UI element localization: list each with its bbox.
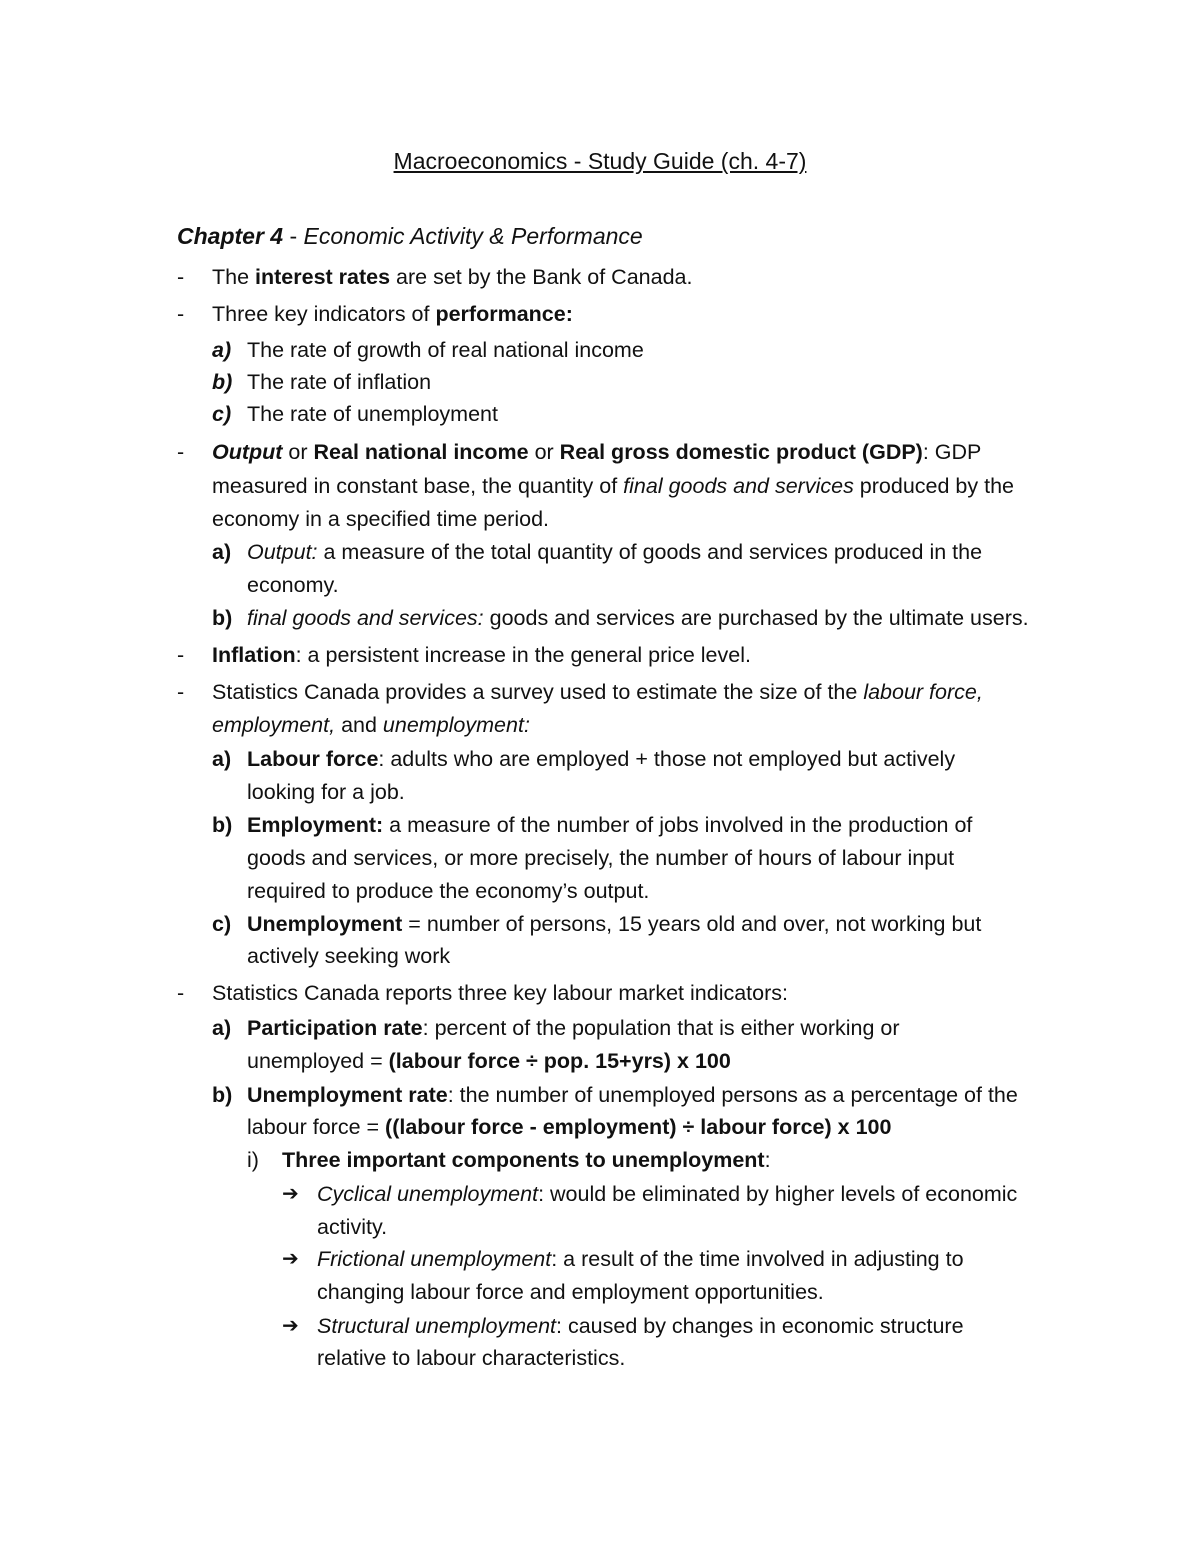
text-run: : percent of the population that is either working or: [422, 1016, 900, 1040]
bullet-interest-rates: [212, 261, 692, 293]
bullet-dash: -: [177, 302, 185, 326]
text-run: are set by the Bank of Canada.: [390, 265, 693, 289]
final-goods-def: [247, 602, 1029, 634]
output-def-line2: economy.: [247, 573, 339, 597]
term-structural: Structural unemployment: [317, 1314, 556, 1338]
term-employment: employment,: [212, 713, 336, 737]
list-marker-c: [212, 908, 231, 940]
participation-rate-line2: [247, 1045, 731, 1077]
marker-text: a): [212, 1016, 232, 1040]
term-components: Three important components to unemployment: [282, 1148, 765, 1172]
marker-text: b): [212, 1083, 233, 1107]
cyclical-line1: [317, 1178, 1017, 1210]
term-frictional: Frictional unemployment: [317, 1247, 552, 1271]
chapter-name: Economic Activity & Performance: [303, 223, 643, 249]
marker-text: a): [212, 338, 232, 362]
cyclical-line2: activity.: [317, 1215, 388, 1239]
indicator-unemployment: The rate of unemployment: [247, 402, 498, 426]
unemployment-formula: ((labour force - employment) ÷ labour force) x 100: [385, 1115, 892, 1139]
text-run: : a persistent increase in the general price level.: [295, 643, 751, 667]
text-run: : the number of unemployed persons as a percentage of the: [447, 1083, 1018, 1107]
text-run: measured in constant base, the quantity of: [212, 474, 624, 498]
text-run: : would be eliminated by higher levels of economic: [538, 1182, 1018, 1206]
list-marker-a: [212, 1012, 231, 1044]
term-participation-rate: Participation rate: [247, 1016, 423, 1040]
list-marker-a: [212, 743, 231, 775]
employment-def-line1: [247, 809, 972, 841]
marker-text: b): [212, 813, 233, 837]
labour-force-def-line1: [247, 743, 955, 775]
chapter-separator: -: [283, 223, 304, 249]
text-run: The: [212, 265, 256, 289]
bullet-dash: -: [177, 643, 185, 667]
text-run: produced by the: [853, 474, 1014, 498]
unemployment-rate-line1: [247, 1079, 1018, 1111]
text-run: or: [528, 440, 560, 464]
bullet-survey-line1: [212, 676, 983, 708]
text-run: : adults who are employed + those not employed but actively: [378, 747, 956, 771]
text-run: goods and services are purchased by the ultimate users.: [483, 606, 1029, 630]
indicator-growth: The rate of growth of real national income: [247, 338, 644, 362]
term-output: Output: [212, 440, 283, 464]
term-unemployment: Unemployment: [247, 912, 403, 936]
term-final-goods: final goods and services: [623, 474, 854, 498]
bullet-labour-indicators: Statistics Canada reports three key labour market indicators:: [212, 981, 788, 1005]
labour-force-def-line2: looking for a job.: [247, 780, 405, 804]
term-labour-force: Labour force: [247, 747, 379, 771]
marker-text: b): [212, 370, 233, 394]
term-real-national-income: Real national income: [313, 440, 529, 464]
text-run: : caused by changes in economic structure: [556, 1314, 964, 1338]
employment-def-line2: goods and services, or more precisely, the number of hours of labour input: [247, 846, 955, 870]
text-run: : a result of the time involved in adjusting to: [551, 1247, 964, 1271]
bullet-output-line3: economy in a specified time period.: [212, 507, 550, 531]
bullet-dash: -: [177, 265, 185, 289]
term-final-goods: final goods and services:: [247, 606, 484, 630]
bullet-dash: -: [177, 440, 185, 464]
components-heading: [282, 1144, 771, 1176]
list-marker-c: [212, 398, 231, 430]
bullet-survey-line2: [212, 709, 530, 741]
term-cyclical: Cyclical unemployment: [317, 1182, 539, 1206]
text-run: unemployed =: [247, 1049, 389, 1073]
text-run: a measure of the number of jobs involved in the production of: [383, 813, 973, 837]
term-employment: Employment:: [247, 813, 384, 837]
unemployment-def-line2: actively seeking work: [247, 944, 451, 968]
term-inflation: Inflation: [212, 643, 296, 667]
marker-text: a): [212, 747, 232, 771]
bullet-dash: -: [177, 981, 185, 1005]
bullet-dash: -: [177, 680, 185, 704]
unemployment-rate-line2: [247, 1111, 891, 1143]
term-performance: performance:: [435, 302, 573, 326]
bullet-inflation: [212, 639, 751, 671]
employment-def-line3: required to produce the economy’s output.: [247, 879, 650, 903]
text-run: : GDP: [922, 440, 982, 464]
list-marker-b: [212, 602, 232, 634]
list-marker-a: [212, 536, 231, 568]
list-marker-a: [212, 334, 231, 366]
frictional-line2: changing labour force and employment opportunities.: [317, 1280, 824, 1304]
arrow-icon: ➔: [282, 1183, 299, 1205]
text-run: or: [282, 440, 314, 464]
term-labour-force: labour force,: [863, 680, 983, 704]
frictional-line1: [317, 1243, 964, 1275]
participation-formula: (labour force ÷ pop. 15+yrs) x 100: [388, 1049, 731, 1073]
arrow-icon: ➔: [282, 1248, 299, 1270]
term-unemployment-rate: Unemployment rate: [247, 1083, 448, 1107]
text-run: labour force =: [247, 1115, 386, 1139]
bullet-output-line1: [212, 436, 981, 468]
marker-text: c): [212, 402, 232, 426]
participation-rate-line1: [247, 1012, 900, 1044]
marker-text: c): [212, 912, 232, 936]
marker-text: b): [212, 606, 233, 630]
page-title: Macroeconomics - Study Guide (ch. 4-7): [393, 148, 807, 174]
structural-line1: [317, 1310, 964, 1342]
output-def-line1: [247, 536, 982, 568]
list-marker-b: [212, 809, 232, 841]
list-marker-i: i): [247, 1148, 259, 1172]
structural-line2: relative to labour characteristics.: [317, 1346, 626, 1370]
term-interest-rates: interest rates: [255, 265, 391, 289]
list-marker-b: [212, 366, 232, 398]
term-unemployment: unemployment:: [382, 713, 530, 737]
text-run: a measure of the total quantity of goods and services produced in the: [317, 540, 983, 564]
term-real-gdp: Real gross domestic product (GDP): [559, 440, 923, 464]
chapter-heading: [177, 220, 643, 252]
unemployment-def-line1: [247, 908, 981, 940]
chapter-label: Chapter 4: [177, 223, 284, 249]
bullet-performance: [212, 298, 573, 330]
text-run: and: [335, 713, 383, 737]
marker-text: a): [212, 540, 232, 564]
list-marker-b: [212, 1079, 232, 1111]
arrow-icon: ➔: [282, 1315, 299, 1337]
text-run: = number of persons, 15 years old and over, not working but: [402, 912, 982, 936]
text-run: Statistics Canada provides a survey used to estimate the size of the: [212, 680, 864, 704]
indicator-inflation: The rate of inflation: [247, 370, 432, 394]
text-run: :: [764, 1148, 771, 1172]
term-output: Output:: [247, 540, 318, 564]
bullet-output-line2: [212, 470, 1014, 502]
text-run: Three key indicators of: [212, 302, 436, 326]
